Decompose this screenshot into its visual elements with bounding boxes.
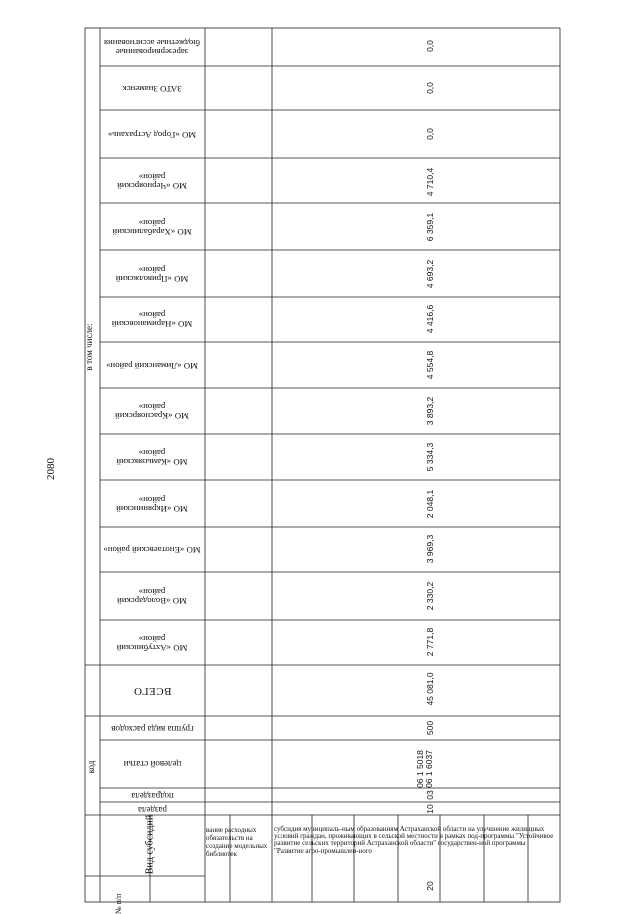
muni-name-13: ЗАТО Знаменск	[122, 83, 182, 94]
muni-name-5: МО «Камызякский район»	[116, 448, 188, 468]
muni-name-2: МО «Володарский район»	[117, 587, 187, 607]
header-expense-group: группа вида расходов	[111, 723, 194, 734]
row-section: 10	[424, 804, 435, 814]
row-total: 45 081,0	[424, 672, 435, 706]
description-lower: субсидия муниципаль-ным образованиям Астраханской области на улучшение жилищных условий граждан, проживающих в сельской местности в рамках под-программы "Устойчивое развитие сельских территорий Астраханской области" государствен-ной программы "Развитие агро-промышлен-ного	[274, 825, 554, 855]
header-number: № п/п	[114, 893, 123, 914]
muni-value-5: 5 334,3	[424, 442, 435, 472]
muni-value-14: 0,0	[424, 40, 435, 52]
header-subsidy-type: Вид субсидий	[144, 814, 156, 875]
muni-value-8: 4 416,6	[424, 304, 435, 334]
description-upper: вание расходных обязательств на создание модельных библиотек	[206, 826, 268, 858]
header-section: раздела	[138, 804, 167, 815]
muni-value-1: 2 771,8	[424, 627, 435, 657]
muni-name-3: МО «Енотаевский район»	[103, 544, 201, 555]
muni-value-2: 2 330,2	[424, 581, 435, 611]
muni-value-11: 4 710,4	[424, 167, 435, 197]
header-target: целевой статьи	[123, 758, 182, 769]
muni-name-1: МО «Ахтубинский район»	[116, 634, 188, 654]
muni-value-6: 3 893,2	[424, 396, 435, 426]
row-target: 06 1 5018 06 1 6037	[415, 750, 434, 788]
row-subsection: 03	[424, 790, 435, 800]
header-total: ВСЕГО	[133, 684, 172, 697]
header-code: код	[86, 760, 97, 774]
muni-name-11: МО «Черноярский район»	[117, 172, 187, 192]
muni-name-7: МО «Лиманский район»	[106, 360, 198, 371]
row-number: 20	[424, 881, 435, 891]
muni-name-10: МО «Харабалинский район»	[112, 218, 192, 238]
muni-name-9: МО «Приволжский район»	[115, 265, 189, 285]
header-including: в том числе:	[84, 323, 95, 371]
page-number: 2080	[45, 458, 57, 480]
muni-value-7: 4 554,8	[424, 350, 435, 380]
muni-name-4: МО «Икрянинский район»	[116, 495, 188, 515]
muni-name-6: МО «Красноярский район»	[115, 402, 189, 422]
muni-value-10: 6 359,1	[424, 212, 435, 242]
muni-name-8: МО «Наримановский район»	[111, 310, 193, 330]
muni-value-12: 0,0	[424, 128, 435, 140]
muni-value-13: 0,0	[424, 82, 435, 94]
muni-value-4: 2 048,1	[424, 489, 435, 519]
muni-name-14: зарезервированные бюджетные ассигнования	[103, 38, 201, 58]
row-expense-group: 500	[424, 720, 435, 736]
muni-value-3: 3 969,3	[424, 534, 435, 564]
muni-name-12: МО «Город Астрахань»	[107, 129, 197, 140]
header-subsection: подраздела	[131, 790, 174, 801]
muni-value-9: 4 693,2	[424, 259, 435, 289]
